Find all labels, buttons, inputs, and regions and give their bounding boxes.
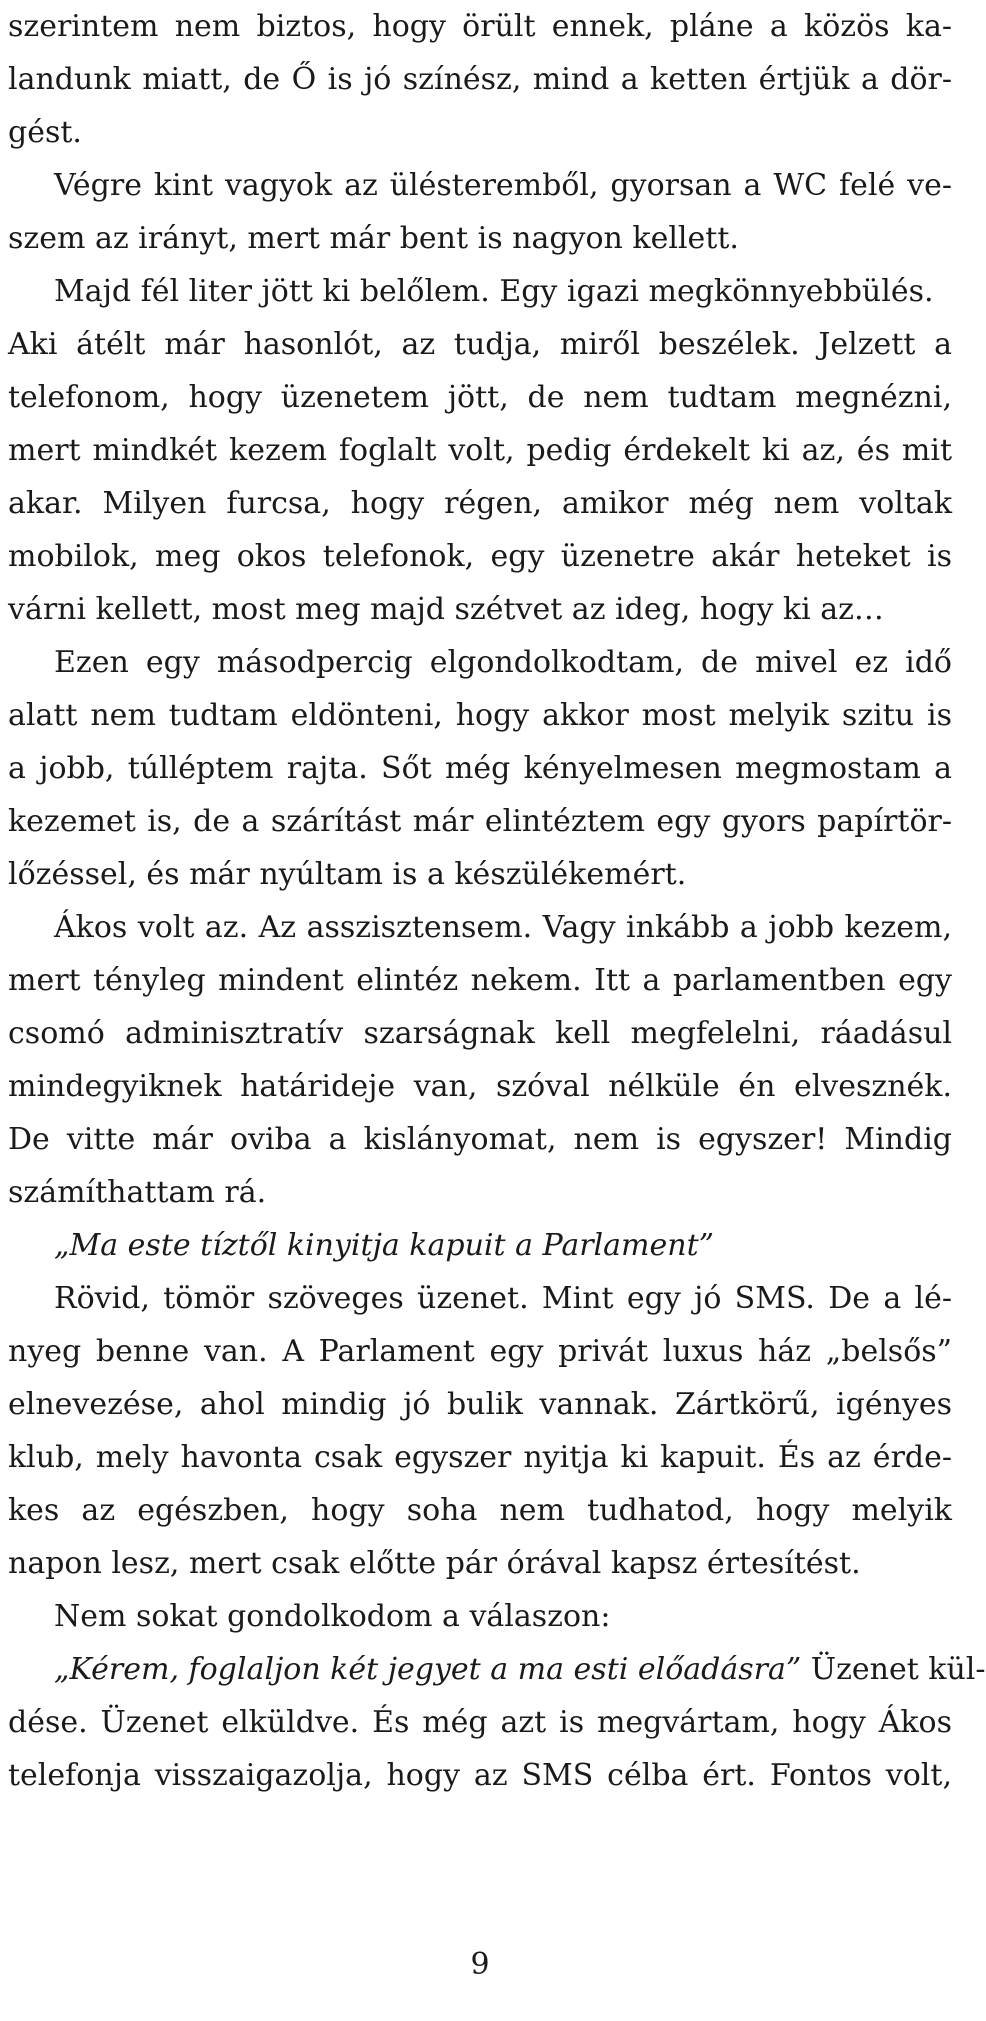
text-line: szerintem nem biztos, hogy örült ennek, pláne a közös ka- <box>8 9 952 44</box>
text-fragment: Üzenet kül- <box>810 1652 986 1687</box>
text-line: nyeg benne van. A Parlament egy privát luxus ház „belsős” <box>8 1334 952 1369</box>
text-line <box>8 1643 986 1696</box>
text-line: Végre kint vagyok az ülésteremből, gyorsan a WC felé ve- <box>54 168 952 203</box>
text-line: Ákos volt az. Az asszisztensem. Vagy inkább a jobb kezem, <box>54 910 952 945</box>
text-line: Rövid, tömör szöveges üzenet. Mint egy jó SMS. De a lé- <box>54 1281 952 1316</box>
text-line: landunk miatt, de Ő is jó színész, mind a ketten értjük a dör- <box>8 62 952 97</box>
text-line: csomó adminisztratív szarságnak kell megfelelni, ráadásul <box>8 1016 952 1051</box>
book-page-text <box>8 0 986 1802</box>
text-line: Majd fél liter jött ki belőlem. Egy igazi megkönnyebbülés. <box>54 274 934 309</box>
text-line: mert tényleg mindent elintéz nekem. Itt a parlamentben egy <box>8 963 952 998</box>
quoted-message: „Kérem, foglaljon két jegyet a ma esti előadásra” <box>54 1652 802 1687</box>
page-number: 9 <box>470 1947 490 1982</box>
text-line: Aki átélt már hasonlót, az tudja, miről beszélek. Jelzett a <box>8 327 952 362</box>
text-line: lőzéssel, és már nyúltam is a készülékemért. <box>8 857 687 892</box>
text-line: Ezen egy másodpercig elgondolkodtam, de mivel ez idő <box>54 645 952 680</box>
text-line: alatt nem tudtam eldönteni, hogy akkor most melyik szitu is <box>8 698 952 733</box>
text-line: várni kellett, most meg majd szétvet az ideg, hogy ki az… <box>8 592 884 627</box>
text-line: klub, mely havonta csak egyszer nyitja ki kapuit. És az érde- <box>8 1440 952 1475</box>
text-line: telefonom, hogy üzenetem jött, de nem tudtam megnézni, <box>8 380 952 415</box>
text-line: akar. Milyen furcsa, hogy régen, amikor még nem voltak <box>8 486 952 521</box>
text-line: a jobb, túlléptem rajta. Sőt még kényelmesen megmostam a <box>8 751 952 786</box>
text-line: mobilok, meg okos telefonok, egy üzenetre akár heteket is <box>8 539 952 574</box>
text-line: számíthattam rá. <box>8 1175 267 1210</box>
text-line: kezemet is, de a szárítást már elintéztem egy gyors papírtör- <box>8 804 952 839</box>
text-line: dése. Üzenet elküldve. És még azt is megvártam, hogy Ákos <box>8 1705 952 1740</box>
quoted-message-line: „Ma este tíztől kinyitja kapuit a Parlament” <box>54 1228 714 1263</box>
text-line: De vitte már oviba a kislányomat, nem is egyszer! Mindig <box>8 1122 952 1157</box>
text-line: gést. <box>8 115 82 150</box>
text-line: elnevezése, ahol mindig jó bulik vannak. Zártkörű, igényes <box>8 1387 952 1422</box>
text-line: mindegyiknek határideje van, szóval nélküle én elvesznék. <box>8 1069 952 1104</box>
text-line: napon lesz, mert csak előtte pár órával kapsz értesítést. <box>8 1546 861 1581</box>
text-line: szem az irányt, mert már bent is nagyon kellett. <box>8 221 739 256</box>
text-line: kes az egészben, hogy soha nem tudhatod, hogy melyik <box>8 1493 952 1528</box>
text-line: Nem sokat gondolkodom a válaszon: <box>54 1599 611 1634</box>
text-line: telefonja visszaigazolja, hogy az SMS célba ért. Fontos volt, <box>8 1758 952 1793</box>
text-line: mert mindkét kezem foglalt volt, pedig érdekelt ki az, és mit <box>8 433 952 468</box>
